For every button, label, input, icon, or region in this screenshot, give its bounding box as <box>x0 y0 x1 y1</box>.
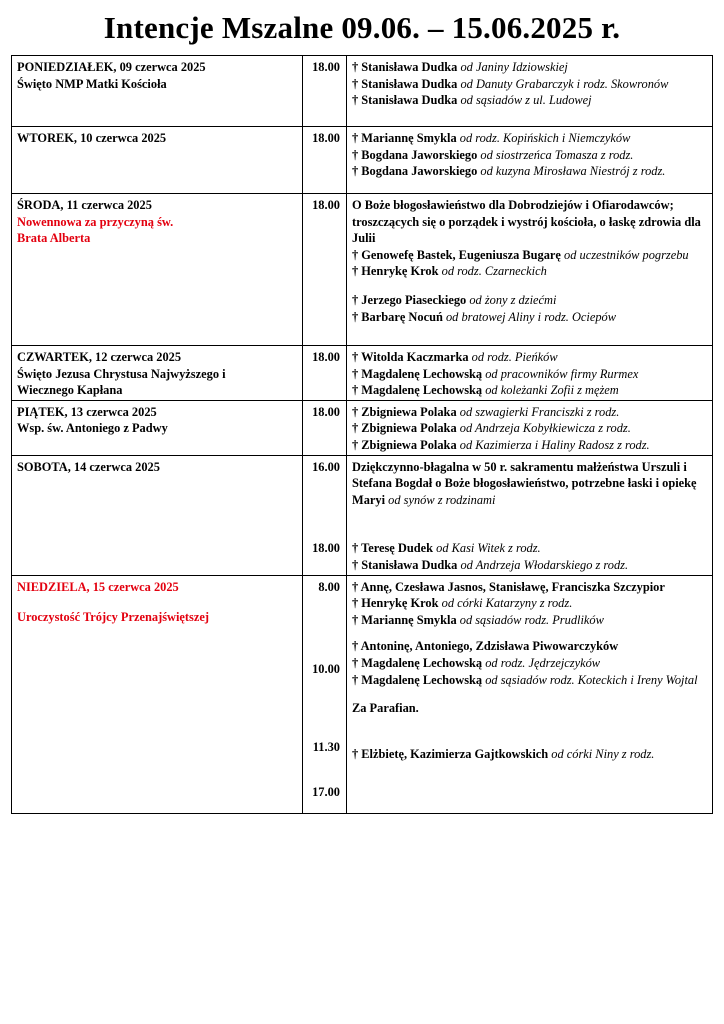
intention-from: od uczestników pogrzebu <box>564 247 689 262</box>
intention <box>352 437 708 454</box>
intention <box>352 147 708 164</box>
intentions-cell <box>347 127 713 194</box>
mass-time: 18.00 <box>312 198 340 212</box>
intention-name: † Stanisława Dudka <box>352 76 458 91</box>
intention-name: † Henrykę Krok <box>352 596 439 611</box>
intention-name: † Annę, Czesława Jasnos, Stanisławę, Franciszka Szczypior <box>352 579 665 594</box>
intention <box>352 309 708 326</box>
feast-name: Uroczystość Trójcy Przenajświętszej <box>17 610 209 625</box>
intention-name: † Jerzego Piaseckiego <box>352 292 467 307</box>
table-row <box>12 56 713 127</box>
intention <box>352 404 708 421</box>
intention <box>352 579 708 596</box>
mass-time: 16.00 <box>312 459 340 474</box>
mass-time: 18.00 <box>312 350 340 364</box>
day-name: WTOREK, 10 czerwca 2025 <box>17 131 167 145</box>
intention-name: † Magdalenę Lechowską <box>352 366 483 381</box>
intention-from: od Janiny Idziowskiej <box>460 60 568 74</box>
page-title: Intencje Mszalne 09.06. – 15.06.2025 r. <box>103 10 621 45</box>
intention-from: od Kazimierza i Haliny Radosz z rodz. <box>459 437 650 452</box>
mass-time: 18.00 <box>312 131 340 145</box>
feast-name: Nowennowa za przyczyną św. Brata Alberta <box>17 214 174 246</box>
intention-name: Za Parafian. <box>352 701 419 716</box>
intention <box>352 163 708 180</box>
mass-time: 11.30 <box>312 739 340 754</box>
intention-from: od kuzyna Mirosława Niestrój z rodz. <box>480 164 666 179</box>
intentions-cell <box>347 575 713 813</box>
mass-time: 18.00 <box>312 60 340 74</box>
intention-from: od córki Katarzyny z rodz. <box>441 596 573 611</box>
day-cell <box>12 455 303 575</box>
table-row <box>12 194 713 346</box>
intention-from: od Andrzeja Kobyłkiewicza z rodz. <box>459 421 631 436</box>
intention-name: † Barbarę Nocuń <box>352 309 443 324</box>
intention <box>352 382 708 399</box>
table-row <box>12 400 713 455</box>
intention-name: † Zbigniewa Polaka <box>352 404 457 419</box>
intention-name: † Genowefę Bastek, Eugeniusza Bugarę <box>352 247 561 262</box>
intention-name: † Antoninę, Antoniego, Zdzisława Piwowarczyków <box>352 639 619 654</box>
intention-name: † Witolda Kaczmarka <box>352 350 469 364</box>
feast-name: Wsp. św. Antoniego z Padwy <box>17 421 168 436</box>
intention <box>352 366 708 383</box>
day-cell <box>12 346 303 401</box>
intention-name: † Stanisława Dudka <box>352 93 458 108</box>
intention-name: † Bogdana Jaworskiego <box>352 147 478 162</box>
time-cell <box>303 194 347 346</box>
feast-name: Święto Jezusa Chrystusa Najwyższego i Wiecznego Kapłana <box>17 366 226 398</box>
time-cell <box>303 346 347 401</box>
intention <box>352 292 708 309</box>
intention <box>352 197 708 247</box>
intention-from: od koleżanki Zofii z mężem <box>485 383 619 398</box>
intention-from: od rodz. Czarneckich <box>441 264 547 279</box>
intention-name: † Magdalenę Lechowską <box>352 383 483 398</box>
intention-from: od córki Niny z rodz. <box>551 746 655 761</box>
intention-name: † Elżbietę, Kazimierza Gajtkowskich <box>352 746 549 761</box>
intention-name: † Magdalenę Lechowską <box>352 672 483 687</box>
intention <box>352 459 708 509</box>
intention-from: od sąsiadów rodz. Koteckich i Ireny Wojtal <box>485 672 698 687</box>
day-cell <box>12 575 303 813</box>
intention-from: od Andrzeja Włodarskiego z rodz. <box>460 557 629 572</box>
intention-from: od rodz. Jędrzejczyków <box>485 655 601 670</box>
intention <box>352 655 708 672</box>
day-name: PIĄTEK, 13 czerwca 2025 <box>17 404 157 419</box>
intention <box>352 595 708 612</box>
feast-name: Święto NMP Matki Kościoła <box>17 76 167 91</box>
time-cell <box>303 127 347 194</box>
intention <box>352 557 708 574</box>
intention-name: † Mariannę Smykla <box>352 612 457 627</box>
intention <box>352 540 708 557</box>
intention <box>352 92 708 109</box>
intention-from: od sąsiadów z ul. Ludowej <box>460 93 592 108</box>
table-row <box>12 455 713 575</box>
table-row <box>12 127 713 194</box>
intention-from: od sąsiadów rodz. Prudlików <box>459 612 604 627</box>
mass-time: 8.00 <box>318 579 340 594</box>
table-row <box>12 346 713 401</box>
day-name: PONIEDZIAŁEK, 09 czerwca 2025 <box>17 60 206 74</box>
intention-name: † Teresę Dudek <box>352 541 434 556</box>
time-cell <box>303 455 347 575</box>
intention-from: od synów z rodzinami <box>388 492 496 507</box>
table-row <box>12 575 713 813</box>
intentions-cell <box>347 346 713 401</box>
intention-from: od rodz. Kopińskich i Niemczyków <box>459 131 631 145</box>
intention-name: † Stanisława Dudka <box>352 557 458 572</box>
mass-time: 10.00 <box>312 662 340 677</box>
intention-name: † Bogdana Jaworskiego <box>352 164 478 179</box>
intention <box>352 612 708 629</box>
mass-time: 17.00 <box>312 785 340 800</box>
intention <box>352 76 708 93</box>
intention-from: od pracowników firmy Rurmex <box>485 366 639 381</box>
intention <box>352 59 708 76</box>
intention-name: † Zbigniewa Polaka <box>352 421 457 436</box>
intention <box>352 130 708 147</box>
intention <box>352 349 708 366</box>
intentions-cell <box>347 56 713 127</box>
mass-time: 18.00 <box>312 404 340 419</box>
intention-name: † Mariannę Smykla <box>352 131 457 145</box>
day-cell <box>12 400 303 455</box>
intention <box>352 672 708 689</box>
intention-from: od szwagierki Franciszki z rodz. <box>459 404 620 419</box>
intention-name: † Magdalenę Lechowską <box>352 655 483 670</box>
day-name: NIEDZIELA, 15 czerwca 2025 <box>17 579 179 594</box>
day-cell <box>12 56 303 127</box>
time-cell <box>303 56 347 127</box>
time-cell <box>303 400 347 455</box>
intention <box>352 746 708 763</box>
intention-from: od siostrzeńca Tomasza z rodz. <box>480 147 634 162</box>
intentions-cell <box>347 400 713 455</box>
intention <box>352 247 708 264</box>
intention <box>352 638 708 655</box>
intention-name: † Stanisława Dudka <box>352 60 458 74</box>
day-cell <box>12 194 303 346</box>
intentions-cell <box>347 455 713 575</box>
intention <box>352 420 708 437</box>
intention <box>352 263 708 280</box>
intention-from: od Danuty Grabarczyk i rodz. Skowronów <box>460 76 669 91</box>
intention-from: od bratowej Aliny i rodz. Ociepów <box>445 309 617 324</box>
intention <box>352 700 708 717</box>
day-name: SOBOTA, 14 czerwca 2025 <box>17 459 160 474</box>
day-name: CZWARTEK, 12 czerwca 2025 <box>17 350 182 364</box>
intention-name: † Henrykę Krok <box>352 264 439 279</box>
day-name: ŚRODA, 11 czerwca 2025 <box>17 198 152 212</box>
intention-from: od żony z dziećmi <box>469 292 557 307</box>
intention-name: Dziękczynno-błagalna w 50 r. sakramentu małżeństwa Urszuli i Stefana Bogdał o Boże błogosławieństwo, potrzebne łaski i opiekę Maryi <box>352 459 697 507</box>
intention-from: od rodz. Pieńków <box>471 350 558 364</box>
intention-name: † Zbigniewa Polaka <box>352 437 457 452</box>
time-cell <box>303 575 347 813</box>
intentions-cell <box>347 194 713 346</box>
day-cell <box>12 127 303 194</box>
mass-time: 18.00 <box>312 541 340 556</box>
intention-from: od Kasi Witek z rodz. <box>436 541 541 556</box>
intention-name: O Boże błogosławieństwo dla Dobrodziejów i Ofiarodawców; troszczących się o porządek i wystrój kościoła, o łaskę zdrowia dla Julii <box>352 198 701 246</box>
mass-intentions-table <box>11 55 713 814</box>
